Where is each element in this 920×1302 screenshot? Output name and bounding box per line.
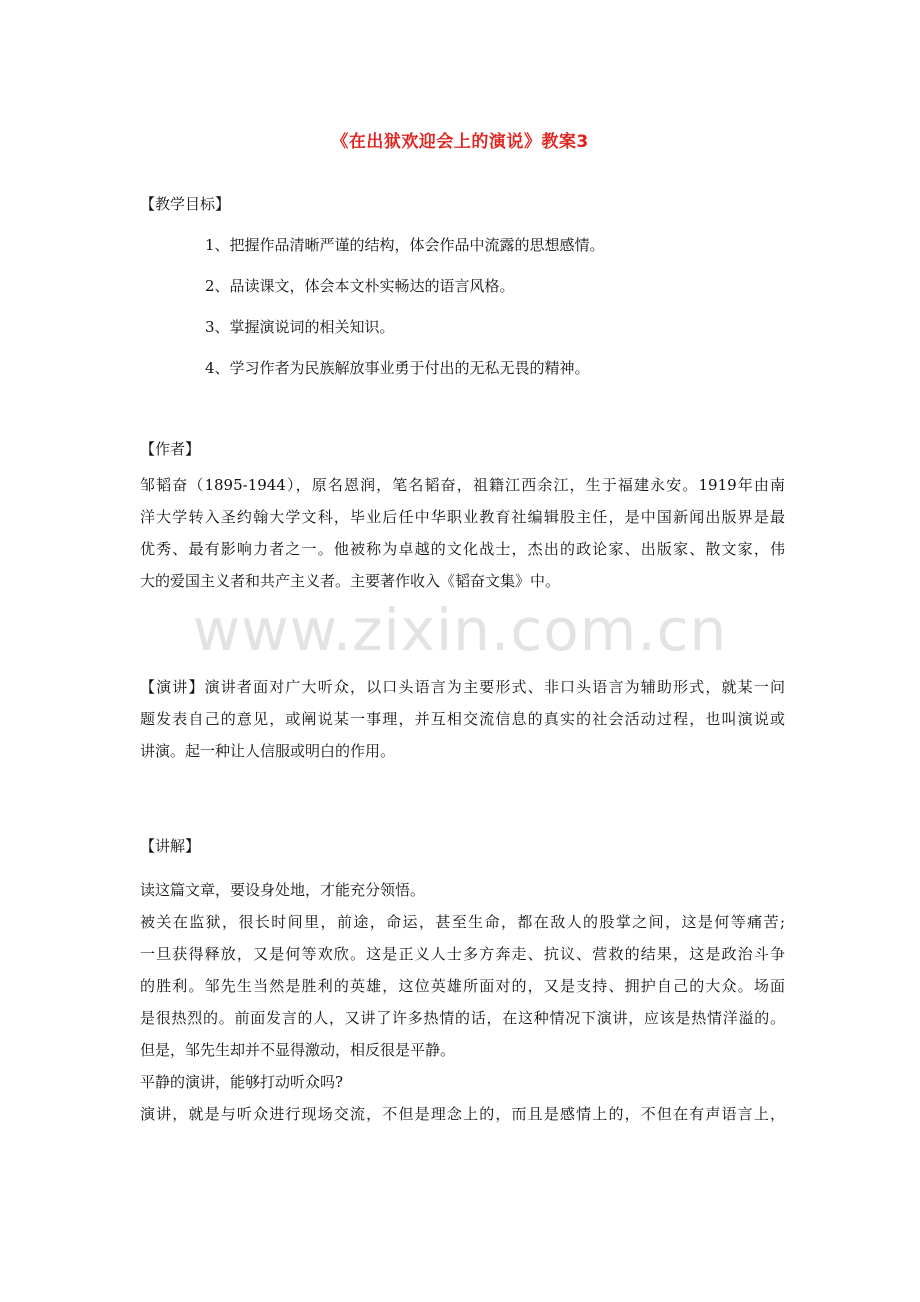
explain-line: 是很热烈的。前面发言的人，又讲了许多热情的话，在这种情况下演讲，应该是热情洋溢的。 [140,1009,785,1027]
speech-line: 讲演。起一种让人信服或明白的作用。 [140,742,396,760]
author-line: 优秀、最有影响力者之一。他被称为卓越的文化战士，杰出的政论家、出版家、散文家，伟 [140,540,785,558]
explain-paragraph [140,874,785,1130]
objective-item-2: 2、品读课文，体会本文朴实畅达的语言风格。 [205,277,515,295]
author-line: 洋大学转入圣约翰大学文科，毕业后任中华职业教育社编辑股主任，是中国新闻出版界是最 [140,508,785,526]
watermark-text: www.zixin.com.cn [192,596,728,664]
objectives-heading: 【教学目标】 [140,195,231,213]
author-heading: 【作者】 [140,440,201,458]
speech-paragraph [140,671,785,767]
explain-line: 被关在监狱，很长时间里，前途，命运，甚至生命，都在敌人的股掌之间，这是何等痛苦; [140,913,785,931]
explain-line: 演讲，就是与听众进行现场交流，不但是理念上的，而且是感情上的，不但在有声语言上， [140,1105,785,1123]
speech-line: 【演讲】演讲者面对广大听众，以口头语言为主要形式、非口头语言为辅助形式，就某一问 [140,678,785,696]
author-line: 邹韬奋（1895-1944），原名恩润，笔名韬奋，祖籍江西余江，生于福建永安。1919年由南 [140,476,785,494]
objective-item-3: 3、掌握演说词的相关知识。 [205,318,395,336]
author-line: 大的爱国主义者和共产主义者。主要著作收入《韬奋文集》中。 [140,572,561,590]
explain-line: 平静的演讲，能够打动听众吗? [140,1073,344,1091]
objective-item-1: 1、把握作品清晰严谨的结构，体会作品中流露的思想感情。 [205,236,605,254]
explain-heading: 【讲解】 [140,837,201,855]
speech-line: 题发表自己的意见，或阐说某一事理，并互相交流信息的真实的社会活动过程，也叫演说或 [140,710,785,728]
explain-line: 的胜利。邹先生当然是胜利的英雄，这位英雄所面对的，又是支持、拥护自己的大众。场面 [140,977,785,995]
document-title: 《在出狱欢迎会上的演说》教案3 [331,132,589,152]
objective-item-4: 4、学习作者为民族解放事业勇于付出的无私无畏的精神。 [205,359,590,377]
explain-line: 但是，邹先生却并不显得激动，相反很是平静。 [140,1041,456,1059]
explain-line: 读这篇文章，要设身处地，才能充分领悟。 [140,881,426,899]
author-paragraph [140,469,785,597]
explain-line: 一旦获得释放，又是何等欢欣。这是正义人士多方奔走、抗议、营救的结果，这是政治斗争 [140,945,785,963]
